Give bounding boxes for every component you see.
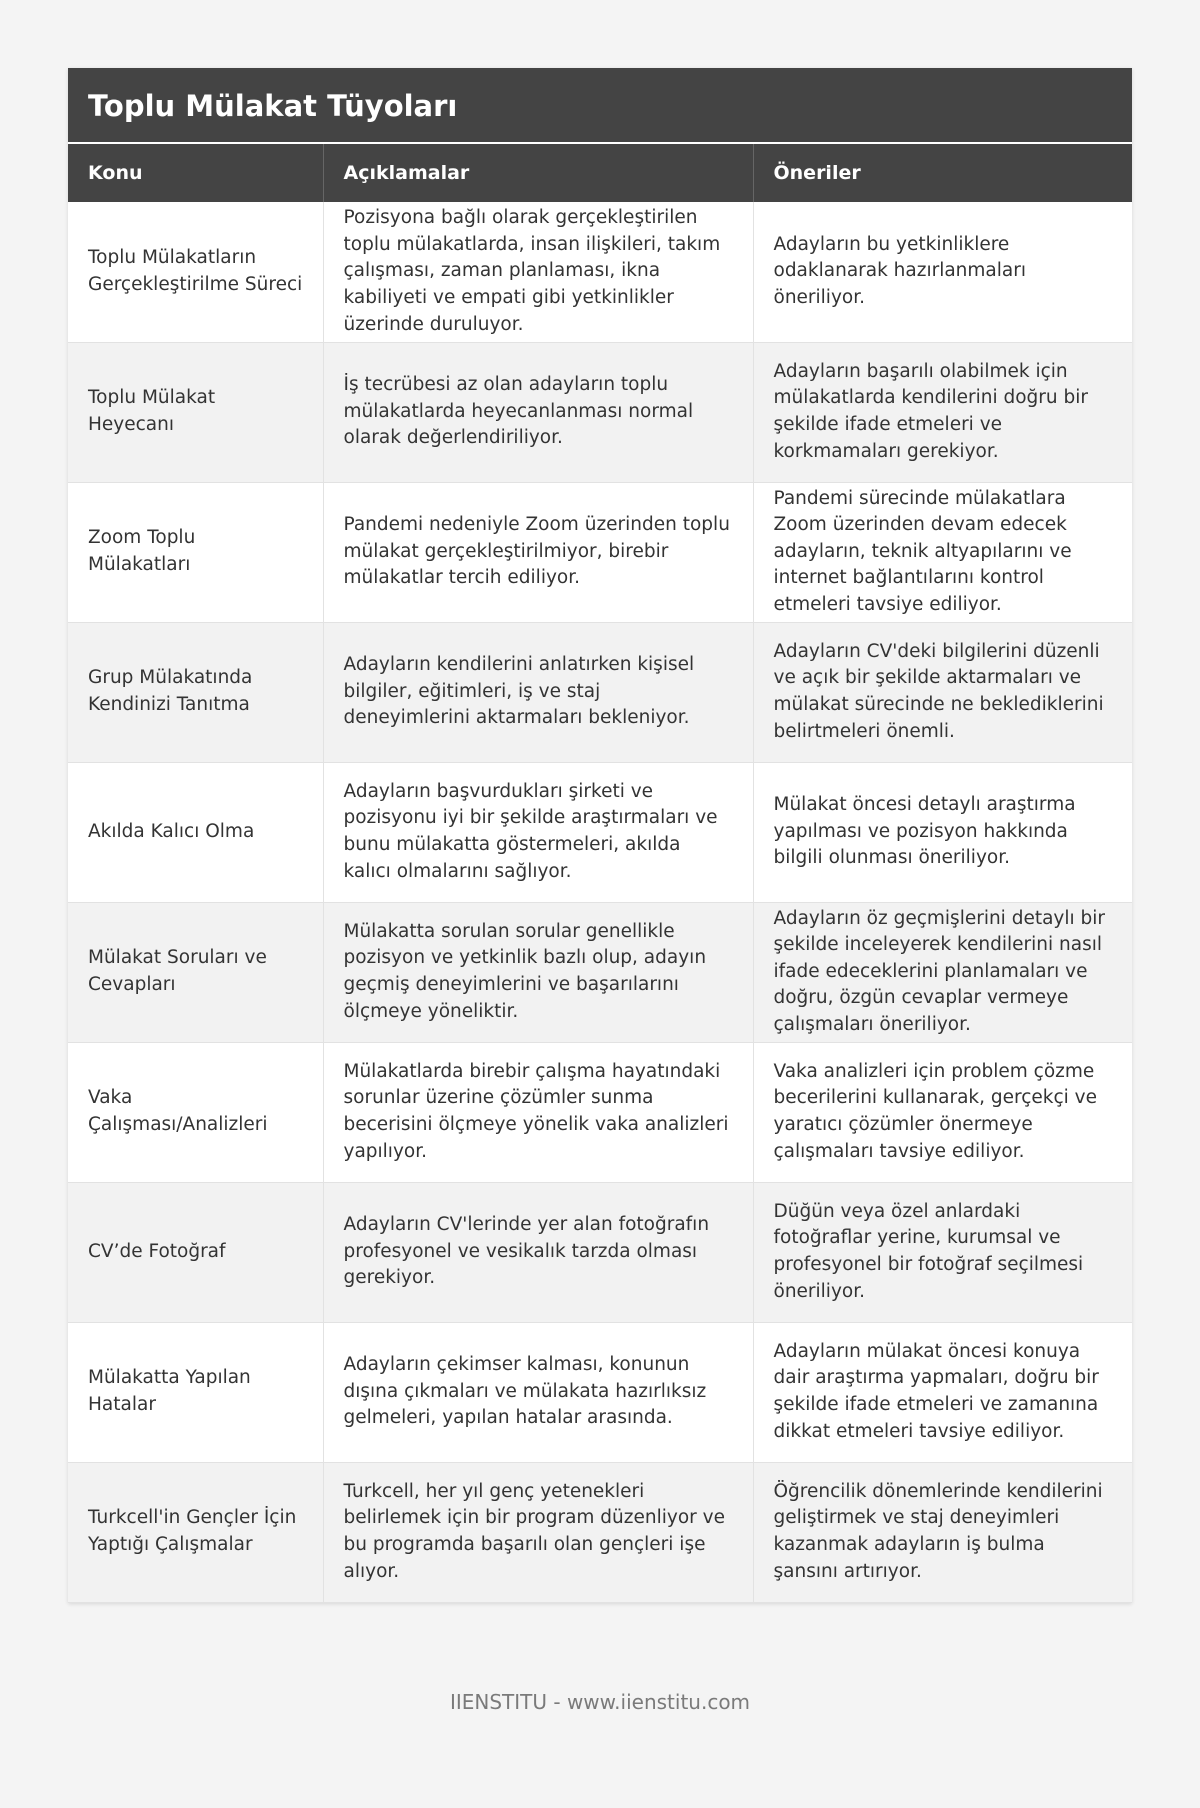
table-title: Toplu Mülakat Tüyoları	[68, 68, 1132, 144]
table-row	[68, 1462, 1132, 1602]
cell-oneri: Adayların bu yetkinliklere odaklanarak hazırlanmaları öneriliyor.	[753, 202, 1132, 342]
cell-aciklama: Adayların başvurdukları şirketi ve pozisyonu iyi bir şekilde araştırmaları ve bunu mülakatta göstermeleri, akılda kalıcı olmalarını sağlıyor.	[323, 762, 753, 902]
cell-aciklama: Adayların CV'lerinde yer alan fotoğrafın profesyonel ve vesikalık tarzda olması gerekiyor.	[323, 1182, 753, 1322]
table-row	[68, 1182, 1132, 1322]
cell-aciklama: Mülakatta sorulan sorular genellikle pozisyon ve yetkinlik bazlı olup, adayın geçmiş deneyimlerini ve başarılarını ölçmeye yöneliktir.	[323, 902, 753, 1042]
cell-aciklama: Pozisyona bağlı olarak gerçekleştirilen toplu mülakatlarda, insan ilişkileri, takım çalışması, zaman planlaması, ikna kabiliyeti ve empati gibi yetkinlikler üzerinde duruluyor.	[323, 202, 753, 342]
cell-aciklama: Pandemi nedeniyle Zoom üzerinden toplu mülakat gerçekleştirilmiyor, birebir mülakatlar tercih ediliyor.	[323, 482, 753, 622]
table-row	[68, 622, 1132, 762]
cell-oneri: Adayların başarılı olabilmek için mülakatlarda kendilerini doğru bir şekilde ifade etmeleri ve korkmamaları gerekiyor.	[753, 342, 1132, 482]
table-row	[68, 202, 1132, 342]
cell-oneri: Vaka analizleri için problem çözme becerilerini kullanarak, gerçekçi ve yaratıcı çözümler önermeye çalışmaları tavsiye ediliyor.	[753, 1042, 1132, 1182]
cell-aciklama: İş tecrübesi az olan adayların toplu mülakatlarda heyecanlanması normal olarak değerlendiriliyor.	[323, 342, 753, 482]
cell-konu: Grup Mülakatında Kendinizi Tanıtma	[68, 622, 323, 762]
table-row	[68, 1042, 1132, 1182]
table-row	[68, 342, 1132, 482]
footer-credit: IIENSTITU - www.iienstitu.com	[449, 1690, 751, 1714]
cell-aciklama: Adayların çekimser kalması, konunun dışına çıkmaları ve mülakata hazırlıksız gelmeleri, yapılan hatalar arasında.	[323, 1322, 753, 1462]
cell-oneri: Adayların CV'deki bilgilerini düzenli ve açık bir şekilde aktarmaları ve mülakat sürecinde ne beklediklerini belirtmeleri önemli.	[753, 622, 1132, 762]
cell-oneri: Pandemi sürecinde mülakatlara Zoom üzerinden devam edecek adayların, teknik altyapılarını ve internet bağlantılarını kontrol etmeleri tavsiye ediliyor.	[753, 482, 1132, 622]
cell-konu: Zoom Toplu Mülakatları	[68, 482, 323, 622]
cell-oneri: Adayların öz geçmişlerini detaylı bir şekilde inceleyerek kendilerini nasıl ifade edeceklerini planlamaları ve doğru, özgün cevaplar vermeye çalışmaları öneriliyor.	[753, 902, 1132, 1042]
tips-table	[68, 144, 1132, 1603]
table-row	[68, 902, 1132, 1042]
cell-aciklama: Mülakatlarda birebir çalışma hayatındaki sorunlar üzerine çözümler sunma becerisini ölçmeye yönelik vaka analizleri yapılıyor.	[323, 1042, 753, 1182]
cell-oneri: Mülakat öncesi detaylı araştırma yapılması ve pozisyon hakkında bilgili olunması öneriliyor.	[753, 762, 1132, 902]
table-row	[68, 482, 1132, 622]
cell-oneri: Öğrencilik dönemlerinde kendilerini geliştirmek ve staj deneyimleri kazanmak adayların iş bulma şansını artırıyor.	[753, 1462, 1132, 1602]
cell-konu: Vaka Çalışması/Analizleri	[68, 1042, 323, 1182]
cell-konu: CV’de Fotoğraf	[68, 1182, 323, 1322]
column-header-aciklamalar: Açıklamalar	[323, 144, 753, 202]
cell-konu: Mülakat Soruları ve Cevapları	[68, 902, 323, 1042]
cell-oneri: Düğün veya özel anlardaki fotoğraflar yerine, kurumsal ve profesyonel bir fotoğraf seçilmesi öneriliyor.	[753, 1182, 1132, 1322]
cell-konu: Akılda Kalıcı Olma	[68, 762, 323, 902]
cell-konu: Toplu Mülakatların Gerçekleştirilme Süreci	[68, 202, 323, 342]
cell-aciklama: Turkcell, her yıl genç yetenekleri belirlemek için bir program düzenliyor ve bu programda başarılı olan gençleri işe alıyor.	[323, 1462, 753, 1602]
cell-konu: Mülakatta Yapılan Hatalar	[68, 1322, 323, 1462]
cell-oneri: Adayların mülakat öncesi konuya dair araştırma yapmaları, doğru bir şekilde ifade etmeleri ve zamanına dikkat etmeleri tavsiye ediliyor.	[753, 1322, 1132, 1462]
cell-aciklama: Adayların kendilerini anlatırken kişisel bilgiler, eğitimleri, iş ve staj deneyimlerini aktarmaları bekleniyor.	[323, 622, 753, 762]
tips-card	[68, 68, 1132, 1603]
table-row	[68, 762, 1132, 902]
header-row	[68, 144, 1132, 202]
column-header-oneriler: Öneriler	[753, 144, 1132, 202]
column-header-konu: Konu	[68, 144, 323, 202]
table-row	[68, 1322, 1132, 1462]
cell-konu: Toplu Mülakat Heyecanı	[68, 342, 323, 482]
cell-konu: Turkcell'in Gençler İçin Yaptığı Çalışmalar	[68, 1462, 323, 1602]
